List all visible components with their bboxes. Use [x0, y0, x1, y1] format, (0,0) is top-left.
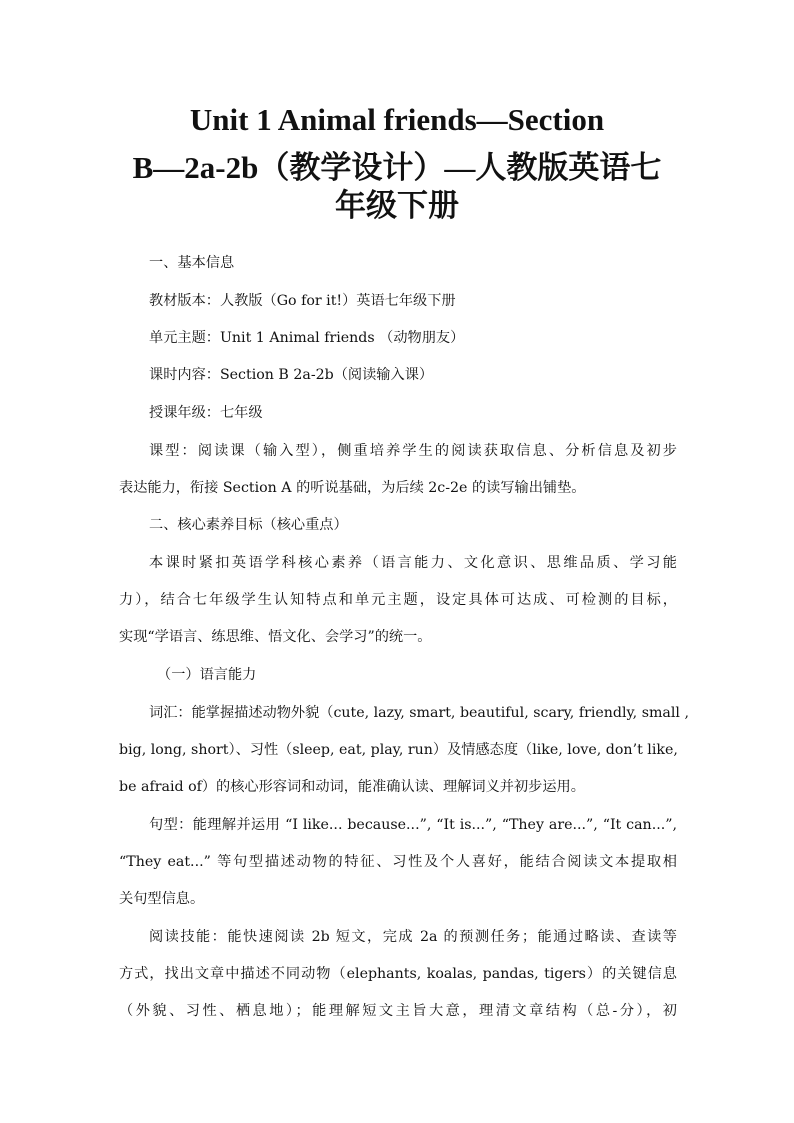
core-goals-paragraph-line-3: 实现“学语言、练思维、悟文化、会学习”的统一。: [119, 629, 432, 645]
core-goals-paragraph-line-2: 力），结合七年级学生认知特点和单元主题，设定具体可达成、可检测的目标，: [119, 592, 677, 608]
subsection-heading-language-ability: （一）语言能力: [157, 667, 257, 683]
vocabulary-line-3: be afraid of）的核心形容词和动词，能准确认读、理解词义并初步运用。: [119, 779, 585, 795]
vocabulary-line-2: big, long, short）、习性（sleep, eat, play, run）及情感态度（like, love, don’t like,: [119, 742, 678, 758]
document-title-line-1: Unit 1 Animal friends—Section: [189, 102, 605, 137]
textbook-version: 教材版本：人教版（Go for it!）英语七年级下册: [149, 293, 456, 309]
grade-level: 授课年级：七年级: [149, 405, 263, 421]
sentence-patterns-line-1: 句型：能理解并运用 “I like... because...”, “It is...”, “They are...”, “It can...”,: [149, 817, 677, 833]
sentence-patterns-line-2: “They eat...” 等句型描述动物的特征、习性及个人喜好，能结合阅读文本提取相: [119, 854, 677, 870]
lesson-type-line-1: 课型：阅读课（输入型），侧重培养学生的阅读获取信息、分析信息及初步: [149, 443, 677, 459]
section-heading-basic-info: 一、基本信息: [149, 255, 235, 271]
reading-skills-line-2: 方式，找出文章中描述不同动物（elephants, koalas, pandas, tigers）的关键信息: [119, 966, 677, 982]
section-heading-core-goals: 二、核心素养目标（核心重点）: [149, 517, 348, 533]
reading-skills-line-1: 阅读技能：能快速阅读 2b 短文，完成 2a 的预测任务；能通过略读、查读等: [149, 929, 677, 945]
vocabulary-line-1: 词汇：能掌握描述动物外貌（cute, lazy, smart, beautiful, scary, friendly, small ,: [149, 705, 689, 721]
unit-theme: 单元主题：Unit 1 Animal friends （动物朋友）: [149, 330, 465, 346]
sentence-patterns-line-3: 关句型信息。: [119, 891, 205, 907]
lesson-content: 课时内容：Section B 2a-2b（阅读输入课）: [149, 367, 434, 383]
core-goals-paragraph-line-1: 本课时紧扣英语学科核心素养（语言能力、文化意识、思维品质、学习能: [149, 555, 677, 571]
document-title-line-3: 年级下册: [335, 188, 459, 223]
reading-skills-line-3: （外貌、习性、栖息地）；能理解短文主旨大意，理清文章结构（总-分），初: [119, 1003, 677, 1019]
document-title-line-2: B—2a-2b（教学设计）—人教版英语七: [132, 150, 662, 185]
lesson-type-line-2: 表达能力，衔接 Section A 的听说基础，为后续 2c-2e 的读写输出铺垫。: [119, 480, 586, 496]
